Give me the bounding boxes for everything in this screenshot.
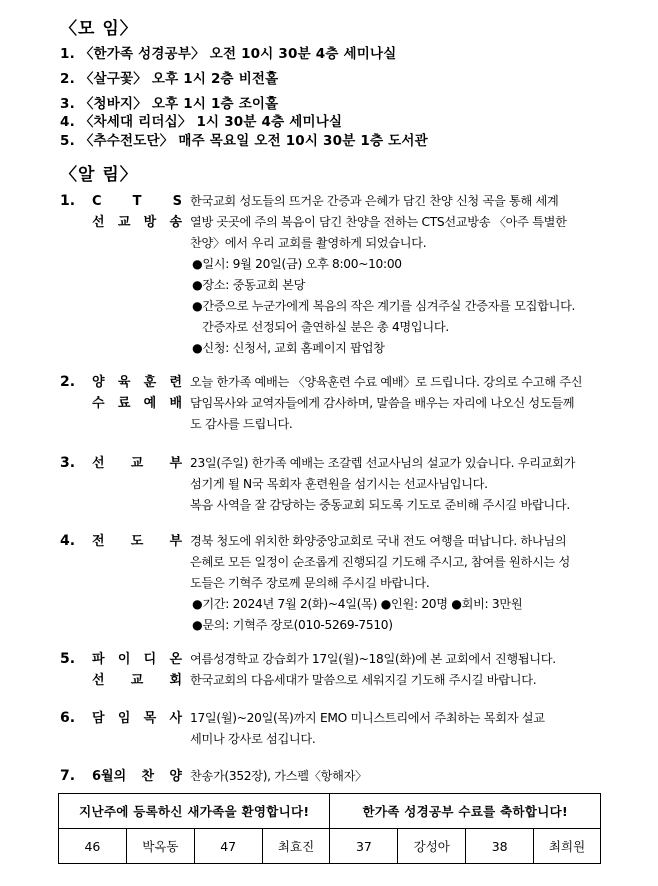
notices-heading: 〈알 림〉 bbox=[60, 165, 138, 185]
notice-number: 5. bbox=[60, 651, 76, 667]
table-cell: 38 bbox=[466, 829, 534, 864]
notice-title-cts: C T S 선 교 방 송 bbox=[92, 194, 182, 230]
welcome-header: 지난주에 등록하신 새가족을 환영합니다! bbox=[59, 794, 330, 829]
notice-title-pastor: 담 임 목 사 bbox=[92, 711, 182, 726]
meeting-item: 3. 〈청바지〉 오후 1시 1층 조이홀 bbox=[60, 96, 279, 112]
table-cell: 47 bbox=[194, 829, 262, 864]
notice-title-paidion: 파 이 디 온 선 교 회 bbox=[92, 652, 182, 688]
notice-body-mission: 23일(주일) 한가족 예배는 조갈렙 선교사님의 설교가 있습니다. 우리교회가 섬기게 될 N국 목회자 훈련원을 섬기시는 선교사님입니다. 복음 사역을 잘 감당하는 중동교회 되도록 기도로 준비해 주시길 바랍니다. bbox=[190, 456, 576, 512]
notice-body-pastor: 17일(월)~20일(목)까지 EMO 미니스트리에서 주최하는 목회자 설교 세미나 강사로 섬깁니다. bbox=[190, 711, 545, 746]
congrats-header: 한가족 성경공부 수료를 축하합니다! bbox=[330, 794, 601, 829]
notice-number: 6. bbox=[60, 710, 76, 726]
notice-number: 4. bbox=[60, 533, 76, 549]
notice-body-training: 오늘 한가족 예배는 〈양육훈련 수료 예배〉로 드립니다. 강의로 수고해 주신 담임목사와 교역자들에게 감사하며, 말씀을 배우는 자리에 나오신 성도들께 도 감사를 드립니다. bbox=[190, 375, 583, 431]
notice-title-mission: 선 교 부 bbox=[92, 456, 182, 471]
notice-title-training: 양 육 훈 련 수 료 예 배 bbox=[92, 375, 182, 411]
meeting-item: 1. 〈한가족 성경공부〉 오전 10시 30분 4층 세미나실 bbox=[60, 46, 397, 62]
notice-body-cts: 한국교회 성도들의 뜨거운 간증과 은혜가 담긴 찬양 신청 곡을 통해 세계 열방 곳곳에 주의 복음이 담긴 찬양을 전하는 CTS선교방송 〈아주 특별한 찬양〉에서 우리 교회를 촬영하게 되었습니다. ●일시: 9월 20일(금) 오후 8:00~10:00 ●장소: 중동교회 본당 ●간증으로 누군가에게 복음의 작은 계기를 심겨주실 간증자를 모집합니다. 간증자로 선정되어 출연하실 분은 총 4명입니다. ●신청: 신청서, 교회 홈페이지 팝업창 bbox=[190, 194, 576, 355]
notice-number: 3. bbox=[60, 455, 76, 471]
table-cell: 최희원 bbox=[534, 829, 601, 864]
notice-number: 1. bbox=[60, 193, 76, 209]
newcomer-table bbox=[58, 793, 601, 864]
meeting-item: 5. 〈추수전도단〉 매주 목요일 오전 10시 30분 1층 도서관 bbox=[60, 133, 428, 149]
table-cell: 강성아 bbox=[398, 829, 466, 864]
notice-number: 2. bbox=[60, 374, 76, 390]
table-cell: 최효진 bbox=[262, 829, 330, 864]
table-cell: 박옥동 bbox=[126, 829, 194, 864]
notice-title-evangelism: 전 도 부 bbox=[92, 534, 182, 549]
table-cell: 37 bbox=[330, 829, 398, 864]
meeting-item: 4. 〈차세대 리더십〉 1시 30분 4층 세미나실 bbox=[60, 114, 343, 130]
notice-number: 7. bbox=[60, 768, 76, 784]
meetings-heading: 〈모 임〉 bbox=[60, 19, 138, 39]
notice-title-hymn: 6월의 찬 양 bbox=[92, 769, 182, 784]
notice-body-paidion: 여름성경학교 강습회가 17일(월)~18일(화)에 본 교회에서 진행됩니다. 한국교회의 다음세대가 말씀으로 세워지길 기도해 주시길 바랍니다. bbox=[190, 652, 556, 687]
notice-body-hymn: 찬송가(352장), 가스펠〈항해자〉 bbox=[190, 769, 367, 783]
meeting-item: 2. 〈살구꽃〉 오후 1시 2층 비전홀 bbox=[60, 71, 279, 87]
table-cell: 46 bbox=[59, 829, 127, 864]
notice-body-evangelism: 경북 청도에 위치한 화양중앙교회로 국내 전도 여행을 떠납니다. 하나님의 은혜로 모든 일정이 순조롭게 진행되길 기도해 주시고, 참여를 원하시는 성 도들은 기혁주 장로께 문의해 주시길 바랍니다. ●기간: 2024년 7월 2(화)~4일(목) ●인원: 20명 ●회비: 3만원 ●문의: 기혁주 장로(010-5269-7510) bbox=[190, 534, 570, 632]
